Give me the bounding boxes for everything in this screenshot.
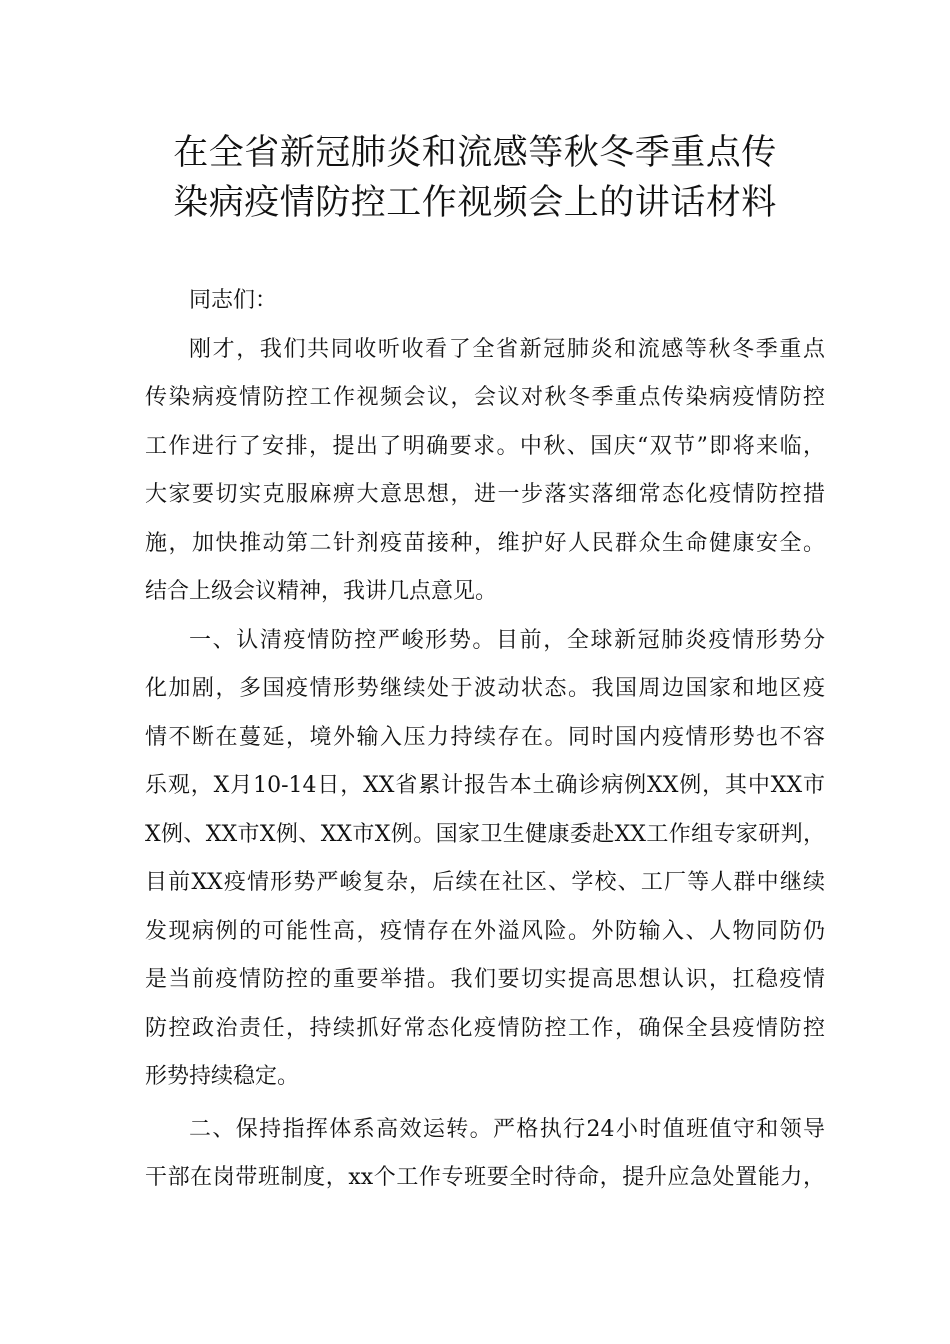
document-title bbox=[100, 128, 850, 228]
section-two-paragraph bbox=[145, 1106, 825, 1203]
text-line: 目前XX疫情形势严峻复杂，后续在社区、学校、工厂等人群中继续 bbox=[145, 870, 825, 895]
title-line: 染病疫情防控工作视频会上的讲话材料 bbox=[173, 183, 777, 223]
text-line: 施，加快推动第二针剂疫苗接种，维护好人民群众生命健康安全。 bbox=[145, 530, 825, 556]
text-line: 二、保持指挥体系高效运转。严格执行24小时值班值守和领导 bbox=[189, 1116, 825, 1142]
intro-paragraph bbox=[145, 326, 825, 617]
document-body bbox=[145, 277, 825, 1203]
text-line: X例、XX市X例、XX市X例。国家卫生健康委赴XX工作组专家研判， bbox=[145, 821, 825, 847]
title-line: 在全省新冠肺炎和流感等秋冬季重点传 bbox=[173, 133, 777, 173]
text-line: 防控政治责任，持续抓好常态化疫情防控工作，确保全县疫情防控 bbox=[145, 1015, 825, 1041]
text-line: 大家要切实克服麻痹大意思想，进一步落实落细常态化疫情防控措 bbox=[145, 482, 825, 507]
text-line: 化加剧，多国疫情形势继续处于波动状态。我国周边国家和地区疫 bbox=[145, 676, 825, 701]
text-line: 干部在岗带班制度，xx个工作专班要全时待命，提升应急处置能力， bbox=[145, 1165, 825, 1190]
text-line: 情不断在蔓延，境外输入压力持续存在。同时国内疫情形势也不容 bbox=[145, 724, 825, 750]
text-line: 形势持续稳定。 bbox=[145, 1064, 300, 1089]
text-line: 发现病例的可能性高，疫情存在外溢风险。外防输入、人物同防仍 bbox=[145, 918, 825, 944]
text-line: 一、认清疫情防控严峻形势。目前，全球新冠肺炎疫情形势分 bbox=[189, 627, 825, 653]
text-line: 刚才，我们共同收听收看了全省新冠肺炎和流感等秋冬季重点 bbox=[189, 336, 825, 362]
text-line: 同志们： bbox=[189, 288, 278, 313]
text-line: 传染病疫情防控工作视频会议，会议对秋冬季重点传染病疫情防控 bbox=[145, 385, 825, 410]
text-line: 乐观，X月10-14日，XX省累计报告本土确诊病例XX例，其中XX市 bbox=[145, 773, 825, 798]
text-line: 是当前疫情防控的重要举措。我们要切实提高思想认识，扛稳疫情 bbox=[145, 967, 825, 992]
salutation-paragraph bbox=[145, 277, 825, 326]
text-line: 结合上级会议精神，我讲几点意见。 bbox=[145, 579, 498, 604]
text-line: 工作进行了安排，提出了明确要求。中秋、国庆“双节”即将来临， bbox=[145, 433, 825, 459]
section-one-paragraph bbox=[145, 617, 825, 1102]
